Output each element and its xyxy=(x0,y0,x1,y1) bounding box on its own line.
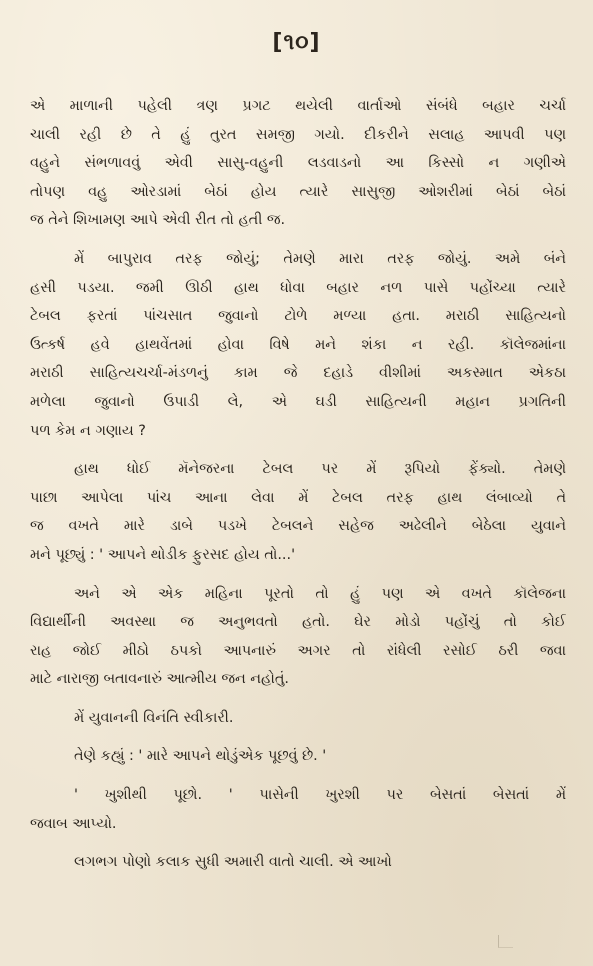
text-line: વહુને સંભળાવવું એવી સાસુ-વહુની લડવાડનો આ કિસ્સો ન ગણીએ xyxy=(30,155,566,172)
text-line: અને એ એક મહિના પૂરતો તો હું પણ એ વખતે કૉલેજના xyxy=(74,585,566,602)
text-line: હસી પડયા. જમી ઊઠી હાથ ધોવા બહાર નળ પાસે પહોંચ્યા ત્યારે xyxy=(30,279,566,296)
body-text xyxy=(30,92,566,877)
text-line: લગભગ પોણો કલાક સુધી અમારી વાતો ચાલી. એ આખો xyxy=(74,854,392,871)
text-line: રાહ જોઈ મીઠો ઠપકો આપનારું અગર તો રાંધેલી રસોઈ ઠરી જવા xyxy=(30,642,566,659)
text-line: મળેલા જુવાનો ઉપાડી લે, એ ઘડી સાહિત્યની મહાન પ્રગતિની xyxy=(30,393,566,410)
page-corner-mark xyxy=(498,935,513,948)
text-line: માટે નારાજી બતાવનારું આત્મીય જન નહોતું. xyxy=(30,671,289,688)
text-line: મરાઠી સાહિત્યચર્ચા-મંડળનું કામ જે દહાડે વીશીમાં અકસ્માત એકઠા xyxy=(30,365,566,382)
text-line: ઉત્કર્ષ હવે હાથવેંતમાં હોવા વિષે મને શંકા ન રહી. કૉલેજમાંના xyxy=(30,336,566,353)
paragraph-1 xyxy=(30,92,566,235)
paragraph-2 xyxy=(30,245,566,445)
text-line: ' ખુશીથી પૂછો. ' પાસેની ખુરશી પર બેસતાં બેસતાં મેં xyxy=(74,787,566,804)
paragraph-7 xyxy=(30,781,566,838)
text-line: મને પૂછ્યું : ' આપને થોડીક ફુરસદ હોય તો...' xyxy=(30,546,296,563)
text-line: જ તેને શિખામણ આપે એવી રીત તો હતી જ. xyxy=(30,212,286,229)
paragraph-6 xyxy=(30,742,566,771)
paragraph-5 xyxy=(30,704,566,733)
text-line: વિદ્યાર્થીની અવસ્થા જ અનુભવતો હતો. ઘેર મોડો પહોંચું તો કોઈ xyxy=(30,614,566,631)
text-line: તોપણ વહુ ઓરડામાં બેઠાં હોય ત્યારે સાસુજી ઓશરીમાં બેઠાં બેઠાં xyxy=(30,183,566,200)
text-line: હાથ ધોઈ મૅનેજરના ટેબલ પર મેં રૂપિયો ફેંક્યો. તેમણે xyxy=(74,461,566,478)
text-line: મેં યુવાનની વિનંતિ સ્વીકારી. xyxy=(74,709,234,726)
text-line: મેં બાપુરાવ તરફ જોયું; તેમણે મારા તરફ જોયું. અમે બંને xyxy=(74,250,566,267)
text-line: પાછા આપેલા પાંચ આના લેવા મેં ટેબલ તરફ હાથ લંબાવ્યો તે xyxy=(30,489,566,506)
text-line: તેણે કહ્યું : ' મારે આપને થોડુંએક પૂછવું છે. ' xyxy=(74,748,327,765)
text-line: ચાલી રહી છે તે હું તુરત સમજી ગયો. દીકરીને સલાહ આપવી પણ xyxy=(30,126,566,143)
page-number: [૧૦] xyxy=(272,30,321,55)
paragraph-3 xyxy=(30,455,566,569)
paragraph-8 xyxy=(30,848,566,877)
text-line: જવાબ આપ્યો. xyxy=(30,815,117,832)
text-line: એ માળાની પહેલી ત્રણ પ્રગટ થયેલી વાર્તાઓ સંબંધે બહાર ચર્ચા xyxy=(30,98,566,114)
text-line: જ વખતે મારે ડાબે પડખે ટેબલને સહેજ અઢેલીને બેઠેલા યુવાને xyxy=(30,518,566,535)
text-line: ટેબલ ફરતાં પાંચસાત જુવાનો ટોળે મળ્યા હતા. મરાઠી સાહિત્યનો xyxy=(30,308,566,325)
text-line: પળ કેમ ન ગણાય ? xyxy=(30,422,146,439)
paragraph-4 xyxy=(30,580,566,694)
